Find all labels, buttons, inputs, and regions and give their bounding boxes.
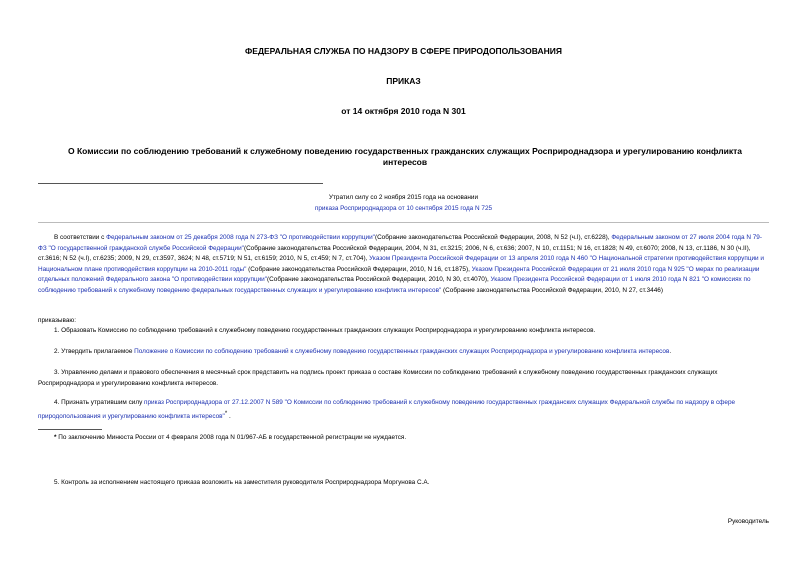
document-title: О Комиссии по соблюдению требований к служебному поведению государственных гражданских служащих Росприроднадзора и урегулированию конфликта интересов: [67, 146, 743, 167]
date-line: от 14 октября 2010 года N 301: [341, 106, 466, 116]
item-4-text: 4. Признать утратившим силу: [54, 399, 145, 406]
law-79-link[interactable]: Федеральным законом от 27 июля 2004 года N 79-ФЗ "О государственной гражданской службе Российской Федерации": [38, 234, 762, 252]
agency-heading: ФЕДЕРАЛЬНАЯ СЛУЖБА ПО НАДЗОРУ В СФЕРЕ ПРИРОДОПОЛЬЗОВАНИЯ: [245, 46, 562, 56]
decree-821-link[interactable]: Указом Президента Российской Федерации от 1 июля 2010 года N 821 "О комиссиях по соблюдению требований к служебному поведению федеральных государственных служащих и урегулированию конфликта интересов": [38, 276, 751, 294]
divider-top: [38, 183, 323, 184]
preamble-text: В соответствии с: [54, 234, 107, 241]
item-2: [54, 347, 769, 358]
status-link[interactable]: приказа Росприроднадзора от 10 сентября 2015 года N 725: [314, 204, 493, 212]
regulation-link[interactable]: Положение о Комиссии по соблюдению требований к служебному поведению государственных гражданских служащих Росприроднадзора и урегулированию конфликта интересов: [134, 348, 670, 355]
decree-925-link[interactable]: Указом Президента Российской Федерации от 21 июля 2010 года N 925 "О мерах по реализации отдельных положений Федерального закона "О противодействии коррупции": [38, 265, 760, 283]
status-text: Утратил силу со 2 ноября 2015 года на основании: [328, 194, 479, 201]
status-note: [30, 193, 777, 214]
footnote: [54, 433, 769, 444]
preamble-text: (Собрание законодательства Российской Федерации, 2010, N 16, ст.1875),: [246, 265, 472, 273]
item-4-end: .: [227, 412, 231, 420]
signature: Руководитель: [727, 518, 769, 525]
footnote-mark: *: [54, 434, 57, 441]
item-2-end: .: [669, 348, 672, 355]
divider-status: [38, 222, 769, 223]
doc-type-heading: ПРИКАЗ: [386, 76, 421, 86]
footnote-marker: *: [224, 410, 228, 417]
item-2-text: 2. Утвердить прилагаемое: [54, 348, 135, 355]
order-word: приказываю:: [38, 317, 76, 324]
law-273-link[interactable]: Федеральным законом от 25 декабря 2008 года N 273-ФЗ "О противодействии коррупции": [106, 234, 375, 241]
item-3: 3. Управлению делами и правового обеспечения в месячный срок представить на подпись проект приказа о составе Комиссии по соблюдению требований к служебному поведению государственных гражданских служащих Росприроднадзора и урегулированию конфликта интересов.: [38, 369, 718, 387]
preamble-text: (Собрание законодательства Российской Федерации, 2008, N 52 (ч.I), ст.6228),: [374, 234, 612, 241]
footnote-divider: [38, 429, 102, 430]
item-4: [38, 398, 769, 422]
order-589-link[interactable]: приказ Росприроднадзора от 27.12.2007 N 589 "О Комиссии по соблюдению требований к служебному поведению государственных гражданских служащих Федеральной службы по надзору в сфере природопользования и урегулированию конфликта интересов": [38, 399, 736, 420]
preamble-text: (Собрание законодательства Российской Федерации, 2004, N 31, ст.3215; 2006, N 6, ст.636; 2007, N 10, ст.1151; N 16, ст.1828; N 49, ст.6070; 2008, N 13, ст.1186, N 30 (ч.II), ст.3616; N 52 (ч.I), ст.6235; 2009, N 29, ст.3597, 3624; N 48, ст.5719; N 51, ст.6159; 2010, N 5, ст.459; N 7, ст.704),: [38, 244, 751, 262]
decree-460-link[interactable]: Указом Президента Российской Федерации от 13 апреля 2010 года N 460 "О Национальной стратегии противодействия коррупции и Национальном плане противодействия коррупции на 2010-2011 годы": [38, 255, 764, 273]
item-1: 1. Образовать Комиссию по соблюдению требований к служебному поведению государственных гражданских служащих Росприроднадзора и урегулированию конфликта интересов.: [54, 327, 596, 334]
preamble-text: (Собрание законодательства Российской Федерации, 2010, N 27, ст.3446): [441, 286, 663, 294]
footnote-text: По заключению Минюста России от 4 февраля 2008 года N 01/967-АБ в государственной регистрации не нуждается.: [56, 434, 407, 441]
preamble-text: (Собрание законодательства Российской Федерации, 2010, N 30, ст.4070),: [267, 276, 491, 283]
preamble: [38, 233, 769, 296]
item-5: 5. Контроль за исполнением настоящего приказа возложить на заместителя руководителя Росприроднадзора Моргунова С.А.: [54, 479, 430, 486]
